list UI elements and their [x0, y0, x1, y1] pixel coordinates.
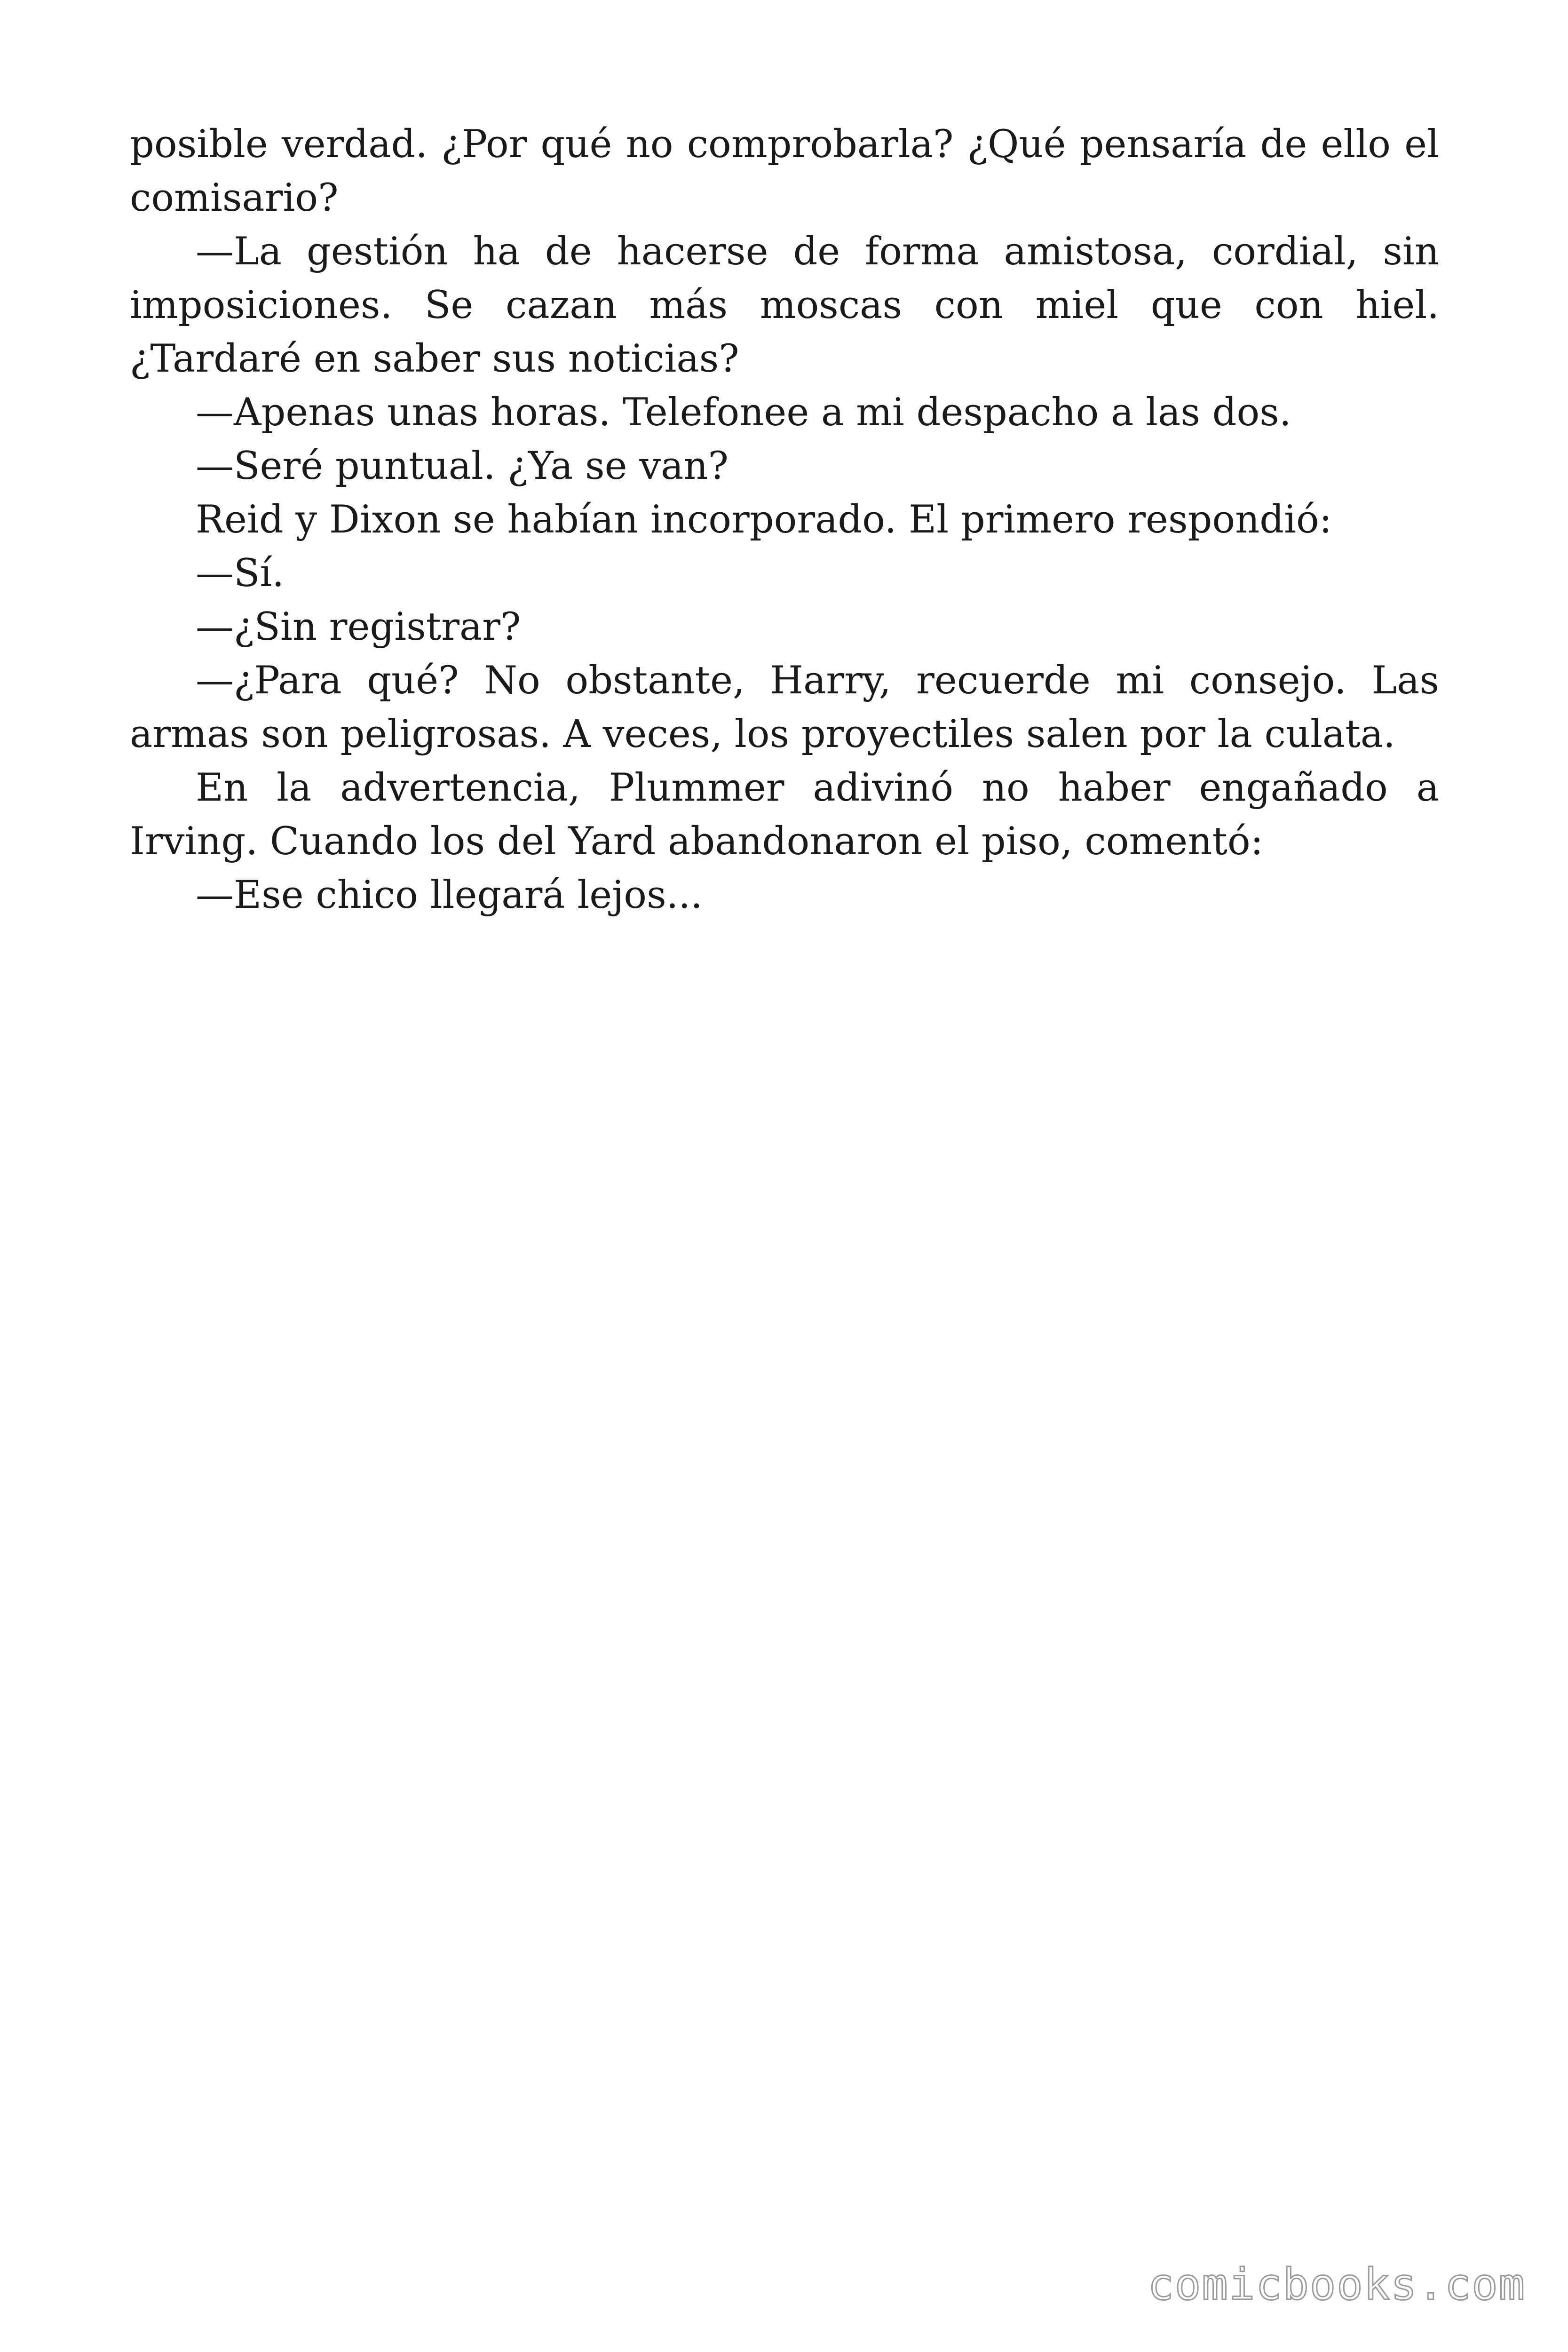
paragraph: —Sí.: [196, 551, 285, 596]
body-text: [130, 118, 1439, 922]
paragraph: —La gestión ha de hacerse de forma amistosa, cordial, sin imposiciones. Se cazan más moscas con miel que con hiel. ¿Tardaré en saber sus noticias?: [130, 230, 1439, 381]
paragraph: —Seré puntual. ¿Ya se van?: [196, 444, 729, 488]
paragraph: —¿Sin registrar?: [196, 605, 521, 649]
paragraph: —Apenas unas horas. Telefonee a mi despacho a las dos.: [196, 390, 1291, 435]
paragraph: En la advertencia, Plummer adivinó no haber engañado a Irving. Cuando los del Yard abandonaron el piso, comentó:: [130, 766, 1439, 864]
paragraph: Reid y Dixon se habían incorporado. El primero respondió:: [196, 498, 1332, 542]
watermark-text: comicbooks.com: [1148, 2259, 1526, 2310]
paragraph: posible verdad. ¿Por qué no comprobarla? ¿Qué pensaría de ello el comisario?: [130, 122, 1439, 220]
paragraph: —Ese chico llegará lejos...: [196, 873, 703, 917]
paragraph: —¿Para qué? No obstante, Harry, recuerde mi consejo. Las armas son peligrosas. A veces, los proyectiles salen por la culata.: [130, 659, 1439, 756]
